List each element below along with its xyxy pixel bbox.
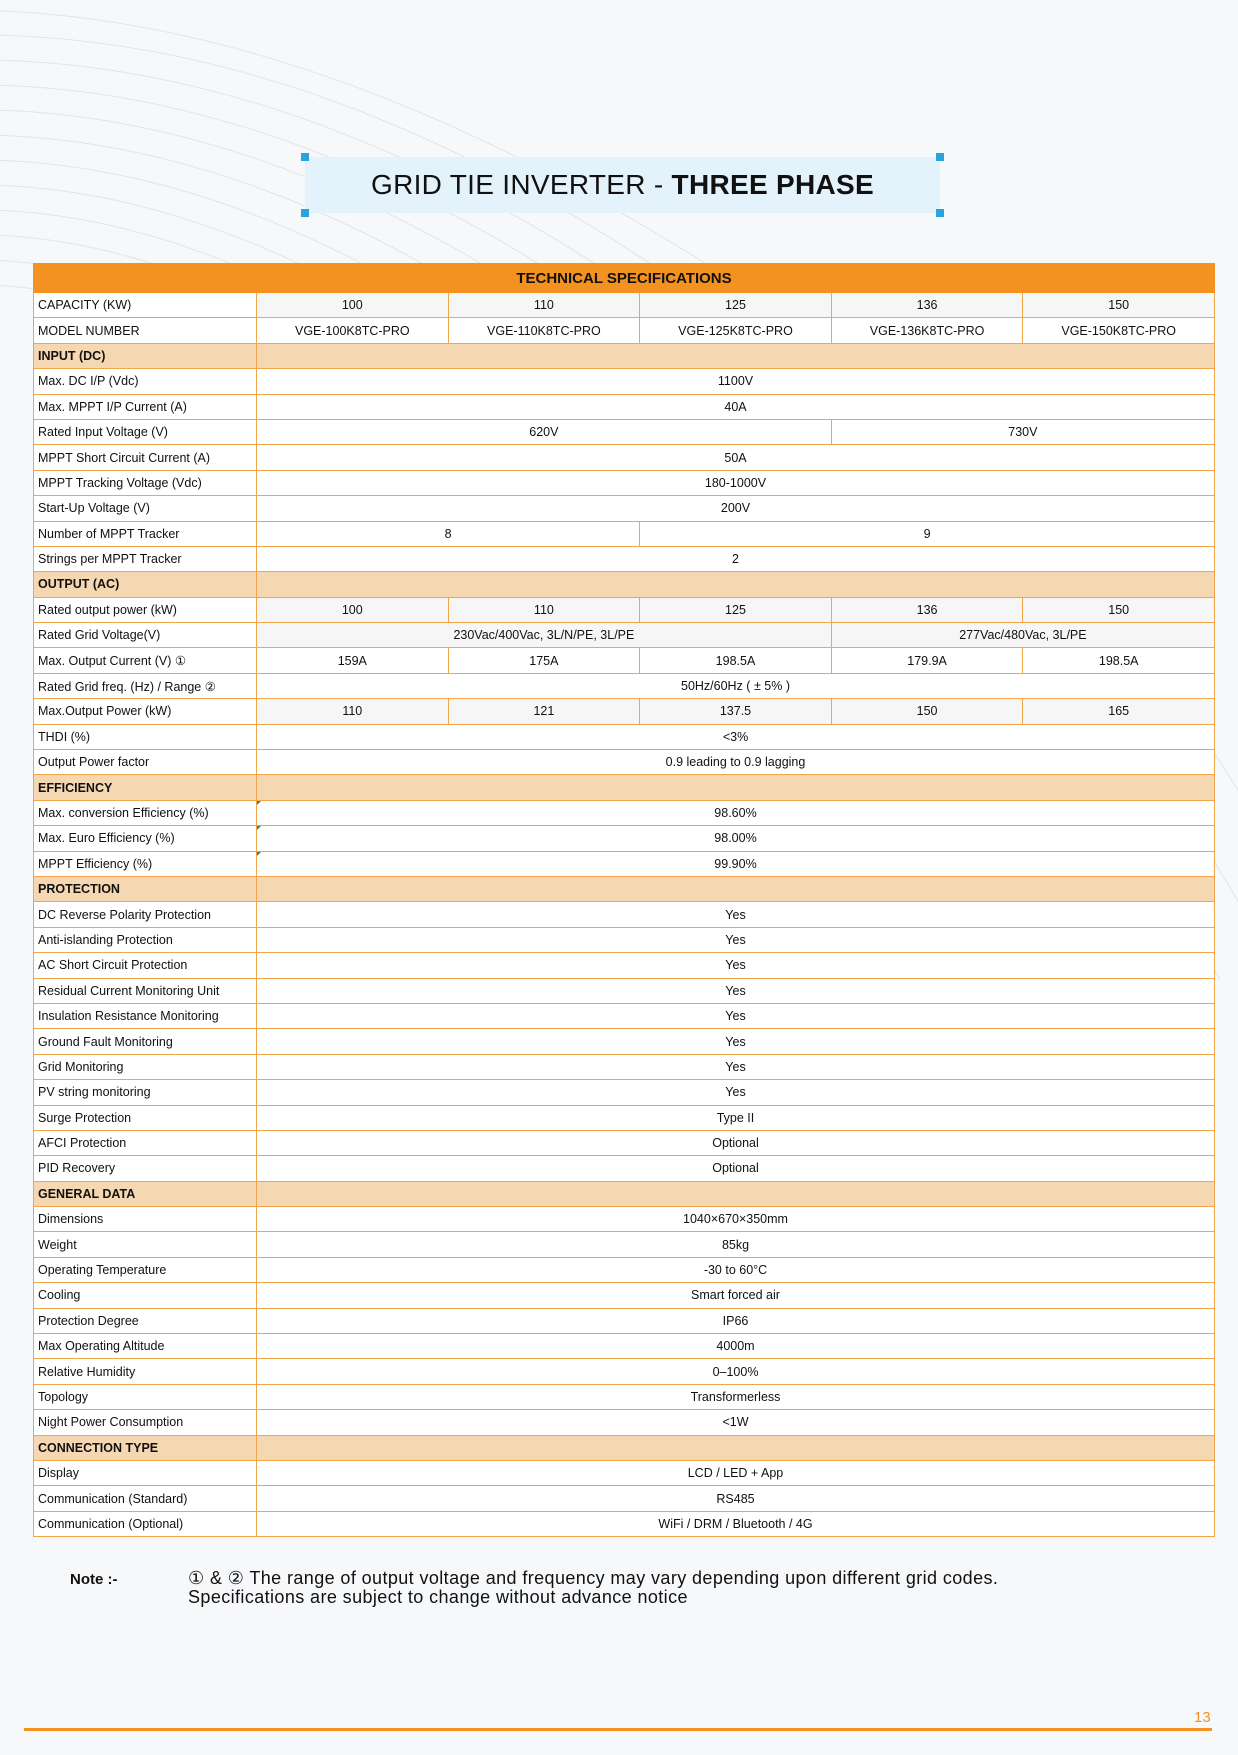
table-row bbox=[34, 1308, 1215, 1333]
row-value: Yes bbox=[257, 1003, 1215, 1028]
table-row bbox=[34, 750, 1215, 775]
page-title bbox=[371, 169, 874, 201]
row-label: Anti-islanding Protection bbox=[34, 927, 257, 952]
row-value: 40A bbox=[257, 394, 1215, 419]
table-row bbox=[34, 1257, 1215, 1282]
row-value: 150 bbox=[1023, 597, 1215, 622]
row-value: Yes bbox=[257, 1080, 1215, 1105]
row-label: Max.Output Power (kW) bbox=[34, 699, 257, 724]
section-row-general bbox=[34, 1181, 1215, 1206]
row-value: 137.5 bbox=[640, 699, 832, 724]
table-row bbox=[34, 1410, 1215, 1435]
table-row bbox=[34, 699, 1215, 724]
table-row bbox=[34, 1054, 1215, 1079]
table-row bbox=[34, 927, 1215, 952]
row-label: MPPT Short Circuit Current (A) bbox=[34, 445, 257, 470]
row-value: 0.9 leading to 0.9 lagging bbox=[257, 750, 1215, 775]
row-label: Cooling bbox=[34, 1283, 257, 1308]
row-value: Transformerless bbox=[257, 1384, 1215, 1409]
row-label: AFCI Protection bbox=[34, 1130, 257, 1155]
row-label: Max. Euro Efficiency (%) bbox=[34, 826, 257, 851]
row-value: Yes bbox=[257, 902, 1215, 927]
title-bold: THREE PHASE bbox=[671, 169, 874, 200]
section-row-connection bbox=[34, 1435, 1215, 1460]
row-label: Max. MPPT I/P Current (A) bbox=[34, 394, 257, 419]
row-label: Topology bbox=[34, 1384, 257, 1409]
section-row-protection bbox=[34, 876, 1215, 901]
capacity-value: 150 bbox=[1023, 293, 1215, 318]
section-fill bbox=[257, 876, 1215, 901]
table-row bbox=[34, 953, 1215, 978]
selection-handle bbox=[301, 209, 309, 217]
row-value: 179.9A bbox=[831, 648, 1023, 673]
row-label: Weight bbox=[34, 1232, 257, 1257]
row-label: Strings per MPPT Tracker bbox=[34, 546, 257, 571]
note-line-1: ① & ② The range of output voltage and frequency may vary depending upon different grid codes. bbox=[188, 1568, 999, 1588]
table-heading-row bbox=[34, 264, 1215, 293]
model-value: VGE-150K8TC-PRO bbox=[1023, 318, 1215, 343]
row-value: RS485 bbox=[257, 1486, 1215, 1511]
table-row bbox=[34, 1486, 1215, 1511]
row-label: Communication (Standard) bbox=[34, 1486, 257, 1511]
row-value: 98.60% bbox=[257, 800, 1215, 825]
section-title: OUTPUT (AC) bbox=[34, 572, 257, 597]
row-label: Insulation Resistance Monitoring bbox=[34, 1003, 257, 1028]
row-label: Ground Fault Monitoring bbox=[34, 1029, 257, 1054]
row-value: LCD / LED + App bbox=[257, 1460, 1215, 1485]
row-label: Start-Up Voltage (V) bbox=[34, 496, 257, 521]
table-row bbox=[34, 1003, 1215, 1028]
capacity-value: 136 bbox=[831, 293, 1023, 318]
row-value: IP66 bbox=[257, 1308, 1215, 1333]
row-label: Rated Grid freq. (Hz) / Range ② bbox=[34, 673, 257, 698]
row-value: Yes bbox=[257, 978, 1215, 1003]
section-title: INPUT (DC) bbox=[34, 343, 257, 368]
table-row bbox=[34, 1232, 1215, 1257]
model-value: VGE-110K8TC-PRO bbox=[448, 318, 640, 343]
row-value: 50A bbox=[257, 445, 1215, 470]
table-row bbox=[34, 1156, 1215, 1181]
section-title: CONNECTION TYPE bbox=[34, 1435, 257, 1460]
table-row bbox=[34, 1080, 1215, 1105]
row-value: 620V bbox=[257, 419, 832, 444]
table-row bbox=[34, 1029, 1215, 1054]
note-line-2: Specifications are subject to change without advance notice bbox=[188, 1587, 688, 1607]
section-row-input bbox=[34, 343, 1215, 368]
row-value: 730V bbox=[831, 419, 1214, 444]
row-value: 1100V bbox=[257, 369, 1215, 394]
row-value: -30 to 60°C bbox=[257, 1257, 1215, 1282]
table-row bbox=[34, 978, 1215, 1003]
capacity-value: 125 bbox=[640, 293, 832, 318]
row-value: Type II bbox=[257, 1105, 1215, 1130]
section-row-efficiency bbox=[34, 775, 1215, 800]
row-value: 277Vac/480Vac, 3L/PE bbox=[831, 623, 1214, 648]
table-row bbox=[34, 826, 1215, 851]
table-heading: TECHNICAL SPECIFICATIONS bbox=[34, 264, 1215, 293]
row-value: 8 bbox=[257, 521, 640, 546]
row-value: 125 bbox=[640, 597, 832, 622]
row-value: Yes bbox=[257, 927, 1215, 952]
table-row bbox=[34, 1511, 1215, 1536]
table-row bbox=[34, 394, 1215, 419]
row-value: 136 bbox=[831, 597, 1023, 622]
table-row bbox=[34, 800, 1215, 825]
row-value: Yes bbox=[257, 953, 1215, 978]
row-value: 2 bbox=[257, 546, 1215, 571]
row-label: CAPACITY (KW) bbox=[34, 293, 257, 318]
row-value: 200V bbox=[257, 496, 1215, 521]
row-label: MPPT Tracking Voltage (Vdc) bbox=[34, 470, 257, 495]
row-label: Residual Current Monitoring Unit bbox=[34, 978, 257, 1003]
table-row bbox=[34, 724, 1215, 749]
model-value: VGE-125K8TC-PRO bbox=[640, 318, 832, 343]
table-row bbox=[34, 1384, 1215, 1409]
row-value: 0–100% bbox=[257, 1359, 1215, 1384]
section-fill bbox=[257, 572, 1215, 597]
row-label: Max. DC I/P (Vdc) bbox=[34, 369, 257, 394]
row-value: <3% bbox=[257, 724, 1215, 749]
row-value: 9 bbox=[640, 521, 1215, 546]
row-label: Display bbox=[34, 1460, 257, 1485]
table-row bbox=[34, 1283, 1215, 1308]
table-row bbox=[34, 851, 1215, 876]
row-label: Output Power factor bbox=[34, 750, 257, 775]
row-value: 165 bbox=[1023, 699, 1215, 724]
row-value: 230Vac/400Vac, 3L/N/PE, 3L/PE bbox=[257, 623, 832, 648]
row-value: Optional bbox=[257, 1130, 1215, 1155]
section-title: PROTECTION bbox=[34, 876, 257, 901]
row-value: 50Hz/60Hz ( ± 5% ) bbox=[257, 673, 1215, 698]
row-label: Max. conversion Efficiency (%) bbox=[34, 800, 257, 825]
section-fill bbox=[257, 1181, 1215, 1206]
technical-specifications-table bbox=[33, 263, 1215, 1537]
row-value: 4000m bbox=[257, 1334, 1215, 1359]
row-label: THDI (%) bbox=[34, 724, 257, 749]
row-label: Night Power Consumption bbox=[34, 1410, 257, 1435]
section-title: GENERAL DATA bbox=[34, 1181, 257, 1206]
table-row bbox=[34, 597, 1215, 622]
section-fill bbox=[257, 1435, 1215, 1460]
row-label: Max. Output Current (V) ① bbox=[34, 648, 257, 673]
page-title-banner bbox=[305, 157, 940, 213]
table-row bbox=[34, 419, 1215, 444]
selection-handle bbox=[936, 209, 944, 217]
table-row bbox=[34, 318, 1215, 343]
table-row bbox=[34, 1359, 1215, 1384]
table-row bbox=[34, 1105, 1215, 1130]
row-value: 100 bbox=[257, 597, 449, 622]
row-value: 121 bbox=[448, 699, 640, 724]
section-row-output bbox=[34, 572, 1215, 597]
row-value: 175A bbox=[448, 648, 640, 673]
row-label: Protection Degree bbox=[34, 1308, 257, 1333]
selection-handle bbox=[301, 153, 309, 161]
row-label: MODEL NUMBER bbox=[34, 318, 257, 343]
row-label: Rated output power (kW) bbox=[34, 597, 257, 622]
title-light: GRID TIE INVERTER - bbox=[370, 169, 672, 200]
table-row bbox=[34, 1460, 1215, 1485]
table-row bbox=[34, 546, 1215, 571]
row-value: 198.5A bbox=[640, 648, 832, 673]
row-label: Grid Monitoring bbox=[34, 1054, 257, 1079]
row-label: Max Operating Altitude bbox=[34, 1334, 257, 1359]
table-row bbox=[34, 1207, 1215, 1232]
row-label: AC Short Circuit Protection bbox=[34, 953, 257, 978]
note-text bbox=[188, 1569, 1188, 1607]
table-row bbox=[34, 648, 1215, 673]
footer-divider bbox=[24, 1728, 1212, 1731]
row-label: Surge Protection bbox=[34, 1105, 257, 1130]
table-row bbox=[34, 496, 1215, 521]
row-value: WiFi / DRM / Bluetooth / 4G bbox=[257, 1511, 1215, 1536]
row-value: 198.5A bbox=[1023, 648, 1215, 673]
row-label: Communication (Optional) bbox=[34, 1511, 257, 1536]
table-row bbox=[34, 445, 1215, 470]
row-value: 159A bbox=[257, 648, 449, 673]
row-label: Dimensions bbox=[34, 1207, 257, 1232]
row-value: 180-1000V bbox=[257, 470, 1215, 495]
row-value: 110 bbox=[257, 699, 449, 724]
row-value: 99.90% bbox=[257, 851, 1215, 876]
capacity-value: 100 bbox=[257, 293, 449, 318]
model-value: VGE-136K8TC-PRO bbox=[831, 318, 1023, 343]
section-fill bbox=[257, 343, 1215, 368]
row-value: 110 bbox=[448, 597, 640, 622]
row-value: Optional bbox=[257, 1156, 1215, 1181]
page-number: 13 bbox=[1194, 1709, 1211, 1726]
row-label: Relative Humidity bbox=[34, 1359, 257, 1384]
row-value: Smart forced air bbox=[257, 1283, 1215, 1308]
row-label: Operating Temperature bbox=[34, 1257, 257, 1282]
row-value: 85kg bbox=[257, 1232, 1215, 1257]
row-value: 98.00% bbox=[257, 826, 1215, 851]
row-value: Yes bbox=[257, 1054, 1215, 1079]
table-row bbox=[34, 521, 1215, 546]
table-row bbox=[34, 902, 1215, 927]
row-label: MPPT Efficiency (%) bbox=[34, 851, 257, 876]
selection-handle bbox=[936, 153, 944, 161]
row-label: Rated Input Voltage (V) bbox=[34, 419, 257, 444]
table-row bbox=[34, 470, 1215, 495]
row-value: <1W bbox=[257, 1410, 1215, 1435]
table-row bbox=[34, 1130, 1215, 1155]
table-row bbox=[34, 673, 1215, 698]
table-row bbox=[34, 369, 1215, 394]
row-label: Number of MPPT Tracker bbox=[34, 521, 257, 546]
note-label: Note :- bbox=[70, 1571, 118, 1588]
row-label: PID Recovery bbox=[34, 1156, 257, 1181]
row-value: Yes bbox=[257, 1029, 1215, 1054]
capacity-value: 110 bbox=[448, 293, 640, 318]
row-value: 1040×670×350mm bbox=[257, 1207, 1215, 1232]
section-fill bbox=[257, 775, 1215, 800]
model-value: VGE-100K8TC-PRO bbox=[257, 318, 449, 343]
row-label: Rated Grid Voltage(V) bbox=[34, 623, 257, 648]
row-value: 150 bbox=[831, 699, 1023, 724]
table-row bbox=[34, 623, 1215, 648]
row-label: DC Reverse Polarity Protection bbox=[34, 902, 257, 927]
row-label: PV string monitoring bbox=[34, 1080, 257, 1105]
table-row bbox=[34, 1334, 1215, 1359]
table-row bbox=[34, 293, 1215, 318]
section-title: EFFICIENCY bbox=[34, 775, 257, 800]
